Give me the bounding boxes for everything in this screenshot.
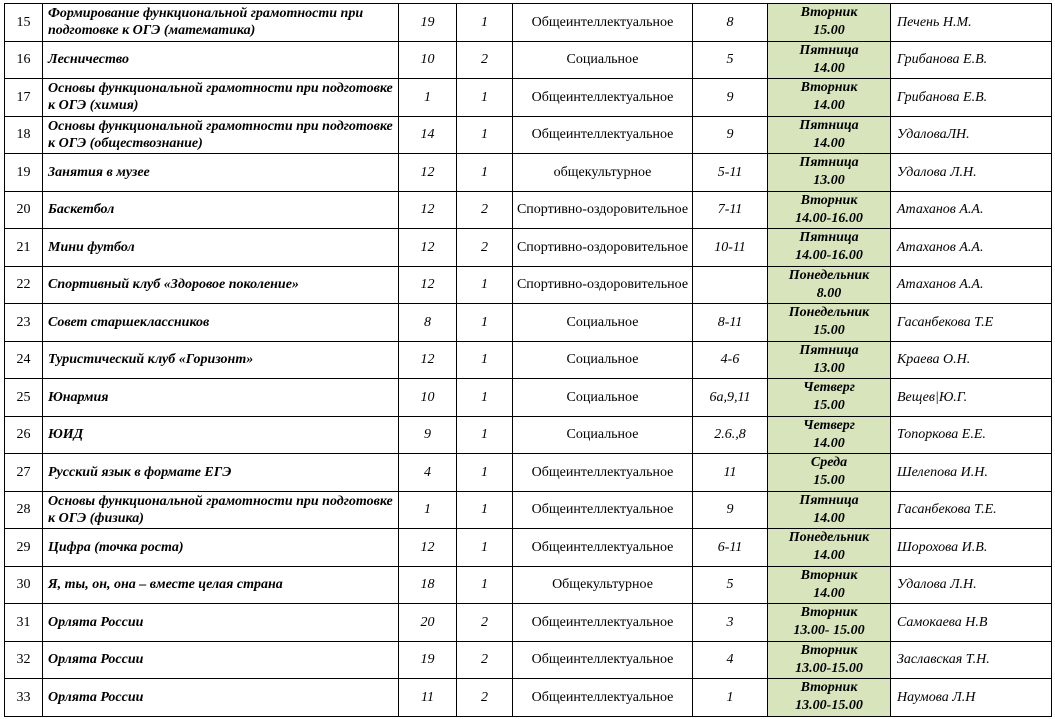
schedule-time <box>768 304 891 342</box>
hours-count: 19 <box>399 4 457 42</box>
schedule-hours: 8.00 <box>816 285 842 301</box>
groups-count: 1 <box>457 341 513 379</box>
classes: 3 <box>693 604 768 642</box>
classes: 8-11 <box>693 304 768 342</box>
teacher-name: Самокаева Н.В <box>891 604 1052 642</box>
schedule-time <box>768 529 891 567</box>
row-number: 33 <box>5 679 43 717</box>
table-row <box>5 341 1052 379</box>
schedule-hours: 13.00 <box>813 173 845 189</box>
schedule-hours: 14.00-16.00 <box>795 248 863 264</box>
schedule-day: Вторник <box>800 567 858 583</box>
teacher-name: Удалова Л.Н. <box>891 566 1052 604</box>
teacher-name: Наумова Л.Н <box>891 679 1052 717</box>
schedule-day: Пятница <box>799 42 859 58</box>
row-number: 24 <box>5 341 43 379</box>
table-row <box>5 41 1052 79</box>
schedule-day: Пятница <box>799 117 859 133</box>
groups-count: 1 <box>457 304 513 342</box>
hours-count: 12 <box>399 229 457 267</box>
teacher-name: Атаханов А.А. <box>891 191 1052 229</box>
schedule-hours: 13.00-15.00 <box>795 698 863 714</box>
groups-count: 2 <box>457 604 513 642</box>
classes: 2.6.,8 <box>693 416 768 454</box>
teacher-name: Гасанбекова Т.Е. <box>891 491 1052 529</box>
schedule-day: Вторник <box>800 605 858 621</box>
row-number: 18 <box>5 116 43 154</box>
teacher-name: Шорохова И.В. <box>891 529 1052 567</box>
schedule-day: Вторник <box>800 5 858 21</box>
classes: 10-11 <box>693 229 768 267</box>
table-row <box>5 229 1052 267</box>
schedule-time <box>768 604 891 642</box>
classes: 6-11 <box>693 529 768 567</box>
direction: Общеинтеллектуальное <box>513 641 693 679</box>
activity-name: Баскетбол <box>43 191 399 229</box>
direction: Спортивно-оздоровительное <box>513 266 693 304</box>
classes: 5-11 <box>693 154 768 192</box>
classes: 5 <box>693 41 768 79</box>
schedule-hours: 13.00 <box>813 360 845 376</box>
activity-name: Русский язык в формате ЕГЭ <box>43 454 399 492</box>
activity-name: Основы функциональной грамотности при подготовке к ОГЭ (физика) <box>43 491 399 529</box>
schedule-day: Пятница <box>799 342 859 358</box>
row-number: 28 <box>5 491 43 529</box>
row-number: 15 <box>5 4 43 42</box>
groups-count: 1 <box>457 566 513 604</box>
schedule-time <box>768 379 891 417</box>
direction: общекультурное <box>513 154 693 192</box>
groups-count: 2 <box>457 41 513 79</box>
activity-name: Мини футбол <box>43 229 399 267</box>
schedule-hours: 15.00 <box>813 323 845 339</box>
classes: 9 <box>693 116 768 154</box>
teacher-name: Атаханов А.А. <box>891 229 1052 267</box>
hours-count: 12 <box>399 341 457 379</box>
schedule-time <box>768 191 891 229</box>
teacher-name: Краева О.Н. <box>891 341 1052 379</box>
teacher-name: Топоркова Е.Е. <box>891 416 1052 454</box>
schedule-day: Вторник <box>800 680 858 696</box>
hours-count: 1 <box>399 491 457 529</box>
row-number: 27 <box>5 454 43 492</box>
hours-count: 12 <box>399 154 457 192</box>
table-row <box>5 416 1052 454</box>
groups-count: 1 <box>457 116 513 154</box>
hours-count: 10 <box>399 379 457 417</box>
hours-count: 20 <box>399 604 457 642</box>
classes: 11 <box>693 454 768 492</box>
direction: Спортивно-оздоровительное <box>513 229 693 267</box>
row-number: 19 <box>5 154 43 192</box>
schedule-time <box>768 491 891 529</box>
row-number: 17 <box>5 79 43 117</box>
classes <box>693 266 768 304</box>
schedule-day: Пятница <box>799 492 859 508</box>
teacher-name: УдаловаЛН. <box>891 116 1052 154</box>
groups-count: 2 <box>457 229 513 267</box>
direction: Общеинтеллектуальное <box>513 604 693 642</box>
table-row <box>5 604 1052 642</box>
direction: Социальное <box>513 416 693 454</box>
schedule-hours: 13.00-15.00 <box>795 660 863 676</box>
classes: 5 <box>693 566 768 604</box>
teacher-name: Гасанбекова Т.Е <box>891 304 1052 342</box>
direction: Общеинтеллектуальное <box>513 529 693 567</box>
schedule-day: Вторник <box>800 642 858 658</box>
schedule-day: Понедельник <box>788 530 870 546</box>
hours-count: 11 <box>399 679 457 717</box>
activity-name: Основы функциональной грамотности при подготовке к ОГЭ (обществознание) <box>43 116 399 154</box>
schedule-day: Понедельник <box>788 305 870 321</box>
teacher-name: Грибанова Е.В. <box>891 79 1052 117</box>
table-row <box>5 4 1052 42</box>
schedule-day: Вторник <box>800 80 858 96</box>
direction: Общеинтеллектуальное <box>513 79 693 117</box>
schedule-day: Пятница <box>799 230 859 246</box>
hours-count: 19 <box>399 641 457 679</box>
table-row <box>5 154 1052 192</box>
schedule-time <box>768 41 891 79</box>
schedule-hours: 14.00 <box>813 510 845 526</box>
schedule-body <box>5 4 1052 717</box>
schedule-hours: 14.00 <box>813 585 845 601</box>
activity-name: Я, ты, он, она – вместе целая страна <box>43 566 399 604</box>
activity-name: Основы функциональной грамотности при подготовке к ОГЭ (химия) <box>43 79 399 117</box>
schedule-day: Четверг <box>803 417 855 433</box>
row-number: 20 <box>5 191 43 229</box>
schedule-time <box>768 416 891 454</box>
schedule-hours: 14.00 <box>813 435 845 451</box>
groups-count: 1 <box>457 491 513 529</box>
classes: 9 <box>693 491 768 529</box>
groups-count: 1 <box>457 79 513 117</box>
hours-count: 12 <box>399 266 457 304</box>
direction: Спортивно-оздоровительное <box>513 191 693 229</box>
row-number: 26 <box>5 416 43 454</box>
classes: 8 <box>693 4 768 42</box>
schedule-day: Понедельник <box>788 267 870 283</box>
table-row <box>5 266 1052 304</box>
activity-name: Формирование функциональной грамотности при подготовке к ОГЭ (математика) <box>43 4 399 42</box>
table-row <box>5 641 1052 679</box>
teacher-name: Удалова Л.Н. <box>891 154 1052 192</box>
teacher-name: Вещев|Ю.Г. <box>891 379 1052 417</box>
hours-count: 9 <box>399 416 457 454</box>
schedule-hours: 14.00 <box>813 60 845 76</box>
classes: 6а,9,11 <box>693 379 768 417</box>
direction: Общекультурное <box>513 566 693 604</box>
schedule-time <box>768 79 891 117</box>
hours-count: 1 <box>399 79 457 117</box>
schedule-time <box>768 229 891 267</box>
schedule-hours: 14.00-16.00 <box>795 210 863 226</box>
activity-name: Лесничество <box>43 41 399 79</box>
schedule-time <box>768 266 891 304</box>
classes: 4 <box>693 641 768 679</box>
hours-count: 10 <box>399 41 457 79</box>
direction: Общеинтеллектуальное <box>513 116 693 154</box>
groups-count: 1 <box>457 4 513 42</box>
groups-count: 1 <box>457 379 513 417</box>
classes: 1 <box>693 679 768 717</box>
table-row <box>5 191 1052 229</box>
groups-count: 2 <box>457 679 513 717</box>
activity-name: Цифра (точка роста) <box>43 529 399 567</box>
schedule-day: Вторник <box>800 192 858 208</box>
schedule-time <box>768 341 891 379</box>
schedule-table <box>4 3 1052 717</box>
schedule-time <box>768 4 891 42</box>
teacher-name: Заславская Т.Н. <box>891 641 1052 679</box>
hours-count: 14 <box>399 116 457 154</box>
direction: Социальное <box>513 304 693 342</box>
activity-name: Спортивный клуб «Здоровое поколение» <box>43 266 399 304</box>
schedule-hours: 14.00 <box>813 98 845 114</box>
row-number: 21 <box>5 229 43 267</box>
row-number: 31 <box>5 604 43 642</box>
classes: 7-11 <box>693 191 768 229</box>
hours-count: 12 <box>399 529 457 567</box>
groups-count: 1 <box>457 266 513 304</box>
table-row <box>5 379 1052 417</box>
activity-name: Орлята России <box>43 641 399 679</box>
direction: Социальное <box>513 341 693 379</box>
activity-name: Орлята России <box>43 604 399 642</box>
direction: Общеинтеллектуальное <box>513 454 693 492</box>
groups-count: 1 <box>457 529 513 567</box>
table-row <box>5 116 1052 154</box>
schedule-time <box>768 454 891 492</box>
teacher-name: Печень Н.М. <box>891 4 1052 42</box>
schedule-day: Пятница <box>799 155 859 171</box>
groups-count: 1 <box>457 454 513 492</box>
schedule-time <box>768 154 891 192</box>
direction: Общеинтеллектуальное <box>513 679 693 717</box>
direction: Социальное <box>513 379 693 417</box>
table-row <box>5 679 1052 717</box>
row-number: 29 <box>5 529 43 567</box>
activity-name: Совет старшеклассников <box>43 304 399 342</box>
activity-name: Туристический клуб «Горизонт» <box>43 341 399 379</box>
schedule-hours: 14.00 <box>813 548 845 564</box>
classes: 4-6 <box>693 341 768 379</box>
table-row <box>5 304 1052 342</box>
table-row <box>5 491 1052 529</box>
groups-count: 2 <box>457 641 513 679</box>
schedule-hours: 13.00- 15.00 <box>793 623 865 639</box>
schedule-time <box>768 566 891 604</box>
direction: Общеинтеллектуальное <box>513 4 693 42</box>
table-row <box>5 454 1052 492</box>
hours-count: 8 <box>399 304 457 342</box>
schedule-time <box>768 641 891 679</box>
row-number: 25 <box>5 379 43 417</box>
classes: 9 <box>693 79 768 117</box>
row-number: 23 <box>5 304 43 342</box>
teacher-name: Шелепова И.Н. <box>891 454 1052 492</box>
row-number: 16 <box>5 41 43 79</box>
hours-count: 18 <box>399 566 457 604</box>
activity-name: Юнармия <box>43 379 399 417</box>
teacher-name: Грибанова Е.В. <box>891 41 1052 79</box>
activity-name: Занятия в музее <box>43 154 399 192</box>
direction: Социальное <box>513 41 693 79</box>
row-number: 32 <box>5 641 43 679</box>
groups-count: 1 <box>457 154 513 192</box>
schedule-time <box>768 116 891 154</box>
row-number: 22 <box>5 266 43 304</box>
row-number: 30 <box>5 566 43 604</box>
table-row <box>5 529 1052 567</box>
schedule-hours: 15.00 <box>813 473 845 489</box>
groups-count: 2 <box>457 191 513 229</box>
schedule-time <box>768 679 891 717</box>
hours-count: 12 <box>399 191 457 229</box>
schedule-hours: 15.00 <box>813 23 845 39</box>
schedule-day: Четверг <box>803 380 855 396</box>
activity-name: ЮИД <box>43 416 399 454</box>
table-row <box>5 566 1052 604</box>
direction: Общеинтеллектуальное <box>513 491 693 529</box>
groups-count: 1 <box>457 416 513 454</box>
schedule-day: Среда <box>810 455 848 471</box>
schedule-hours: 14.00 <box>813 135 845 151</box>
schedule-hours: 15.00 <box>813 398 845 414</box>
activity-name: Орлята России <box>43 679 399 717</box>
teacher-name: Атаханов А.А. <box>891 266 1052 304</box>
hours-count: 4 <box>399 454 457 492</box>
table-row <box>5 79 1052 117</box>
